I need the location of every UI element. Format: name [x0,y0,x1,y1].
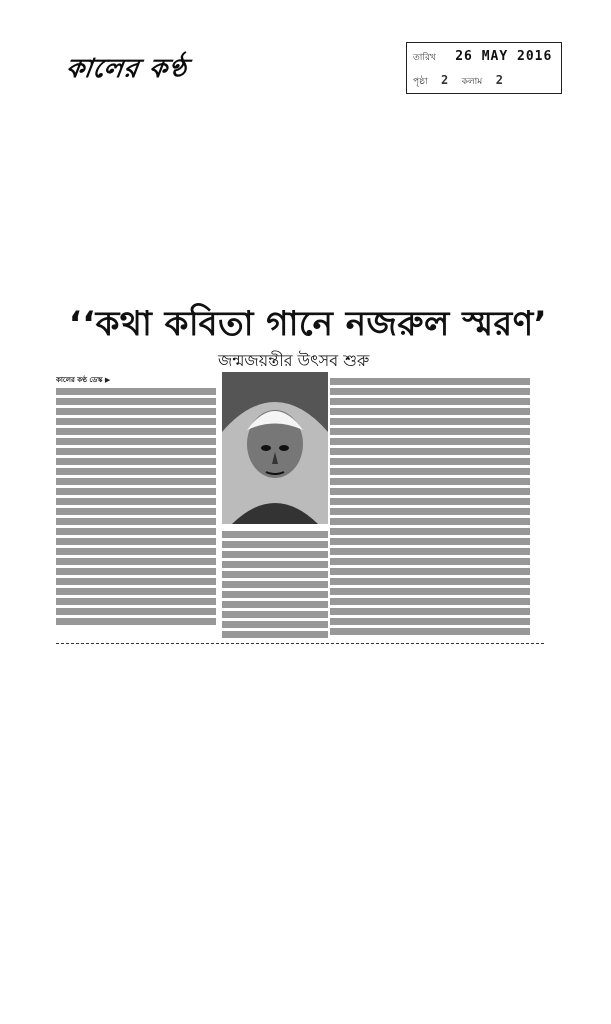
article-byline: কালের কণ্ঠ ডেস্ক ▶ [56,376,111,384]
clipping-cut-line [56,643,544,644]
quote-mark-open: ‘‘ [68,304,96,344]
stamp-column-value: 2 [495,73,503,87]
nazrul-photo [222,372,328,524]
headline-text: কথা কবিতা গানে নজরুল স্মরণ [95,304,534,344]
article-column-middle [222,528,328,638]
stamp-page-value: 2 [441,73,449,87]
blurred-text-lines [222,531,328,638]
article-column-right [330,375,530,637]
stamp-date-label: তারিখ [413,53,436,63]
article-subhead: জন্মজয়ন্তীর উৎসব শুরু [218,351,370,370]
blurred-text-lines [330,378,530,635]
stamp-column-label: কলাম [461,77,483,87]
clipping-stamp [406,42,562,94]
article-column-left [56,375,216,635]
masthead: কালের কণ্ঠ [64,54,190,84]
blurred-text-lines [56,388,216,625]
article-headline [58,298,558,355]
stamp-page-label: পৃষ্ঠা [413,77,428,87]
stamp-date: 26 MAY 2016 [455,49,553,64]
quote-mark-close: ’ [533,304,548,344]
